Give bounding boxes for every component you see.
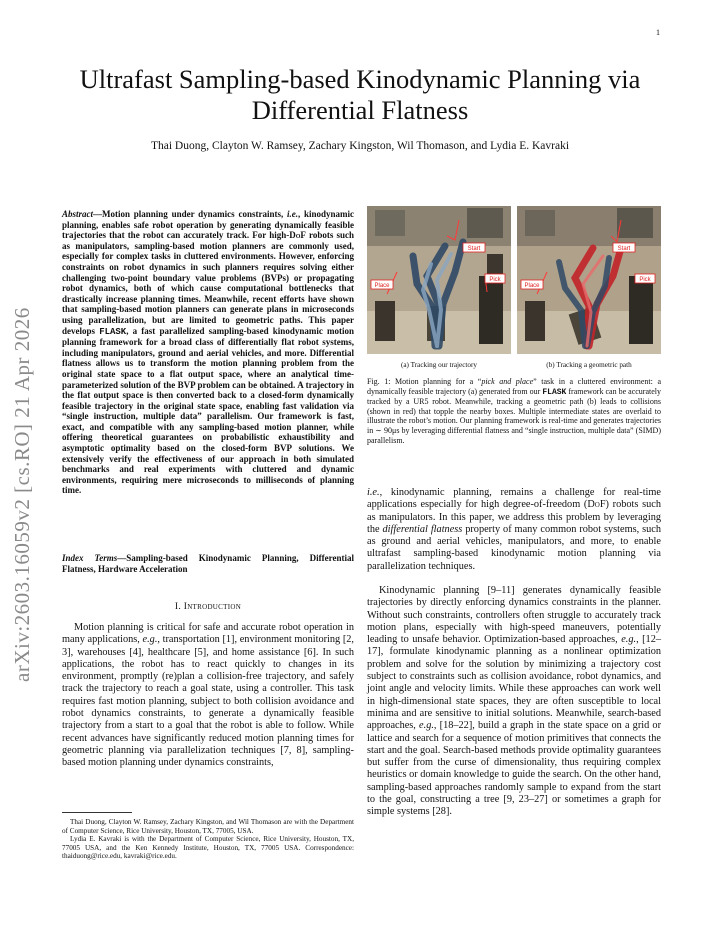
right-p2-eg-2: e.g. [419,720,434,732]
right-p1-emphasis: differential flatness [382,523,463,535]
caption-text-1: Fig. 1: Motion planning for a “ [367,377,482,386]
robot-scene-a-graphic [367,206,511,354]
abstract-text-1: —Motion planning under dynamics constraints, [93,209,287,219]
label-place-b: Place [524,283,540,289]
intro-text-2: , transportation [1], environment monitoring [2, 3], warehouses [4], healthcare [5], and home assistance [6]. In such applications, the robot has to react quickly to changes in its environment, promptly (re)plan a collision-free trajectory, and safely track the trajectory to reach a goal state, using a controller. This task requires fast motion planning, subject to both collision avoidance and robot dynamics constraints, to generate a dynamically feasible trajectory from a start to a goal that the robot is able to follow. While recent advances have significantly reduced motion planning times for geometric planning via parallelization techniques [7, 8], sampling-based motion planning under dynamics constraints, [62,634,354,769]
label-start-b: Start [617,246,631,252]
caption-emphasis: pick and place [481,377,534,386]
right-p2-text-1: Kinodynamic planning [9–11] generates dynamically feasible trajectories by directly enforcing dynamics constraints in the planner. Without such constraints, controllers often struggle to accurately track motion plans, especially with high-speed maneuvers, potentially leading to unsafe behavior. Optimization-based approaches, [367,585,661,646]
title-line-2: Differential Flatness [251,95,469,125]
footnote-affiliation-2: Lydia E. Kavraki is with the Department of Computer Science, Rice University, Houston, TX, 77005 USA, and the Ken Kennedy Institute, Houston, TX, 77005 USA. Correspondence: thaiduong@rice.edu, kavraki@rice.edu. [62,835,354,861]
abstract-text-3: robots such as manipulators, sampling-based motion planners are commonly used, especially for complex tasks in cluttered environments. However, enforcing constraints on robot dynamics in such planners requires solving either challenging two-point boundary value problems (BVPs) or propagating robot dynamics, both of which cause computational bottlenecks that drastically increase planning times. Meanwhile, recent efforts have shown that sampling-based motion planners can generate plans in microseconds using parallelization, but are limited to geometric paths. This paper develops [62,230,354,336]
robot-photo-a [367,206,511,354]
index-terms-text: —Sampling-based Kinodynamic Planning, Differential Flatness, Hardware Acceleration [62,553,354,574]
section-heading-introduction: I. Introduction [174,602,242,612]
label-pick-a: Pick [489,277,501,283]
robot-photo-b [517,206,661,354]
right-p1-text-3: property of many common robot systems, such as ground and aerial vehicles, manipulators, and more, to enable ultrafast sampling-based kinodynamic motion planning via parallelization techniques. [367,523,661,572]
index-terms [62,553,354,574]
author-list: Thai Duong, Clayton W. Ramsey, Zachary Kingston, Wil Thomason, and Lydia E. Kavraki [150,140,570,152]
right-p1-text-2: ) robots such as manipulators. In this paper, we address this problem by leveraging the [367,499,661,535]
index-terms-label: Index Terms [62,553,118,563]
intro-paragraph-1 [62,622,354,770]
footnote-affiliation-1: Thai Duong, Clayton W. Ramsey, Zachary Kingston, and Wil Thomason are with the Department of Computer Science, Rice University, Houston, TX, 77005, USA. [62,818,354,835]
right-p2-text-2: , [12–17], formulate kinodynamic planning as a nonlinear optimization problem and solve for the solution by minimizing a trajectory cost subject to constraints such as collision avoidance, robot dynamics, and joint angle and velocity limits. While these approaches can work well in high-dimensional state spaces, they are often susceptible to local minima and are sensitive to initial solutions. Meanwhile, search-based approaches, [367,634,661,732]
arxiv-id: arXiv:2603.16059v2 [cs.RO] 21 Apr 2026 [10,307,34,682]
right-p1-ie: i.e. [367,487,380,498]
right-p2-text-3: , [18–22], build a graph in the state space on a grid or lattice and search for a sequence of motion primitives that connects the start and the goal. Search-based methods provide optimality guarantees but suffer from the curse of dimensionality, thus requiring complex heuristics or domain knowledge to guide the search. On the other hand, sampling-based approaches randomly sample to expand from the start to the goal, constructing a tree [9, 23–27] or sometimes a graph for simple systems [28]. [367,720,661,818]
page-number: 1 [656,28,660,37]
caption-flask: FLASK [542,387,567,397]
abstract [62,209,354,496]
right-p1-text-1: , kinodynamic planning, remains a challenge for real-time applications especially for high degree-of-freedom ( [367,487,661,511]
right-paragraph-2 [367,585,661,819]
abstract-label: Abstract [62,209,94,219]
right-p2-eg-1: e.g. [621,634,637,646]
arxiv-stamp [10,307,34,682]
right-paragraph-1 [367,487,661,573]
caption-text-3: framework can be accurately tracked by a UR5 robot. Meanwhile, tracking a geometric path (b) leads to collisions (shown in red) that topple the nearby boxes. Multiple intermediate states are overlaid to illustrate the robot’s motion. Our planning framework is real-time and generates trajectories in ∼ 90μs by leveraging differential flatness and “single instruction, multiple data” ( [367,386,662,435]
subcaption-b: (b) Tracking a geometric path [546,361,632,369]
footnotes [62,818,354,861]
caption-text-2: ” task in a cluttered environment: a dynamically feasible trajectory (a) generated from our [367,377,661,396]
caption-simd: SIMD [638,425,659,435]
caption-text-4: ) parallelism. [367,425,661,445]
right-p1-dof: DoF [587,499,606,511]
abstract-text-4: , a fast parallelized sampling-based kinodynamic motion planning framework for a broad class of differentially flat robot systems, including manipulators, ground and aerial vehicles, and more. Differential flatness allows us to transform the motion planning problem from the original state space to a flat output space, where an analytical time-parameterized solution of the BVP problem can be obtained. A trajectory in the flat output space is then converted back to a closed-form dynamically feasible trajectory in the original state space, enabling fast validation via “single instruction, multiple data” parallelism. Our framework is fast, exact, and compatible with any sampling-based motion planner, while offering theoretical guarantees on probabilistic exhaustibility and asymptotic optimality based on the closed-form BVP solutions. We extensively verify the effectiveness of our approach in both simulated benchmarks and real experiments with cluttered and dynamic environments, requiring mere microseconds to milliseconds of planning time. [62,325,354,496]
abstract-flask: FLASK [99,326,127,337]
robot-scene-b-graphic [517,206,661,354]
paper-title [40,64,680,126]
abstract-ie: i.e. [286,209,298,219]
intro-eg: e.g. [142,634,158,646]
label-start-a: Start [467,246,481,252]
abstract-dof: DoF [289,230,306,241]
abstract-text-2: , kinodynamic planning, enables safe robot operation by generating dynamically feasible trajectories that the robot can accurately track. For high- [62,209,354,241]
label-pick-b: Pick [639,277,651,283]
figure-1 [367,206,661,356]
intro-text-1: Motion planning is critical for safe and accurate robot operation in many applications, [62,622,354,646]
footnote-divider [62,812,132,813]
label-place-a: Place [374,283,390,289]
subcaption-a: (a) Tracking our trajectory [400,361,478,369]
figure-caption [367,377,661,445]
title-line-1: Ultrafast Sampling-based Kinodynamic Planning via [79,64,641,94]
